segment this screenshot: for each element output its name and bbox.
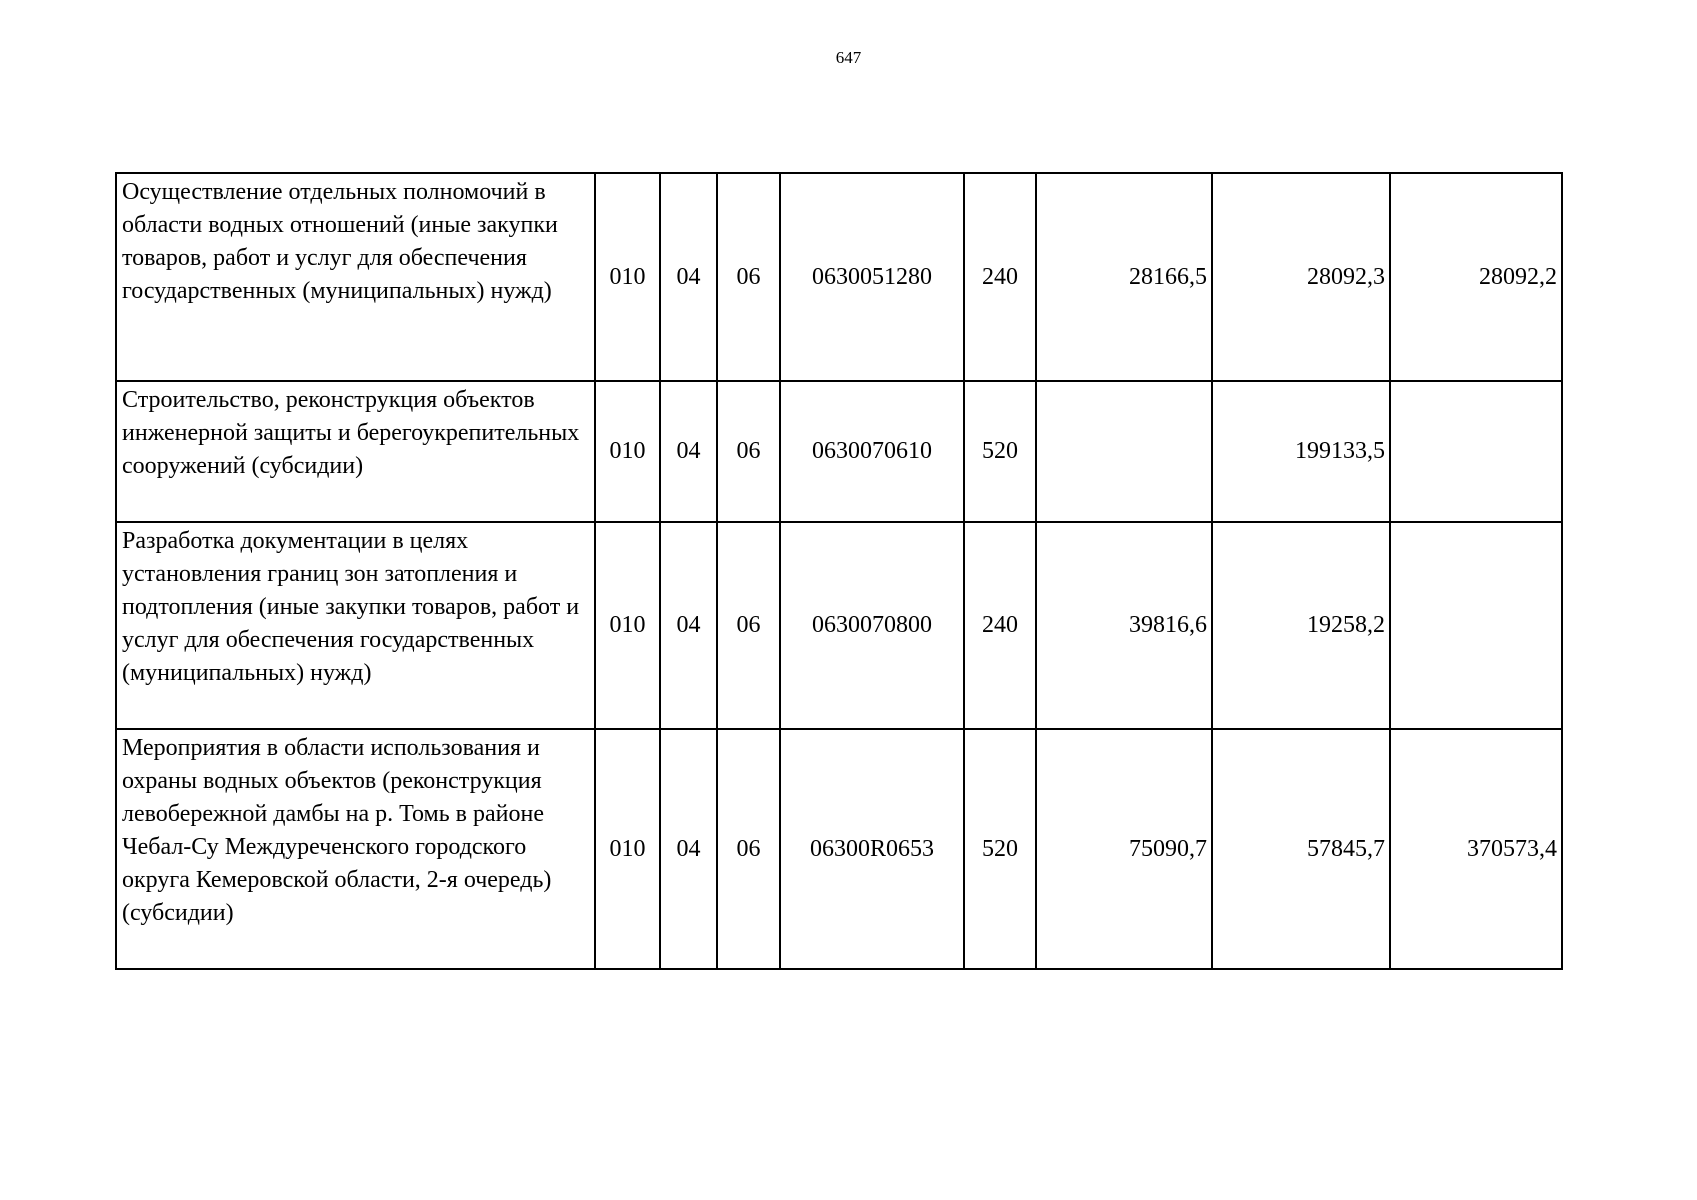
description-cell: Разработка документации в целях установления границ зон затопления и подтопления (иные закупки товаров, работ и услуг для обеспечения государственных (муниципальных) нужд) (116, 522, 595, 729)
subsection-code-cell: 06 (717, 173, 780, 381)
ministry-code-cell: 010 (595, 173, 660, 381)
section-code-cell: 04 (660, 729, 717, 969)
target-article-cell: 06300R0653 (780, 729, 964, 969)
amount-1-cell: 75090,7 (1036, 729, 1212, 969)
amount-3-cell: 28092,2 (1390, 173, 1562, 381)
subsection-code-cell: 06 (717, 729, 780, 969)
ministry-code-cell: 010 (595, 729, 660, 969)
table-row (116, 522, 1562, 729)
expense-type-cell: 520 (964, 729, 1036, 969)
section-code-cell: 04 (660, 522, 717, 729)
amount-1-cell: 39816,6 (1036, 522, 1212, 729)
ministry-code-cell: 010 (595, 381, 660, 522)
subsection-code-cell: 06 (717, 381, 780, 522)
section-code-cell: 04 (660, 381, 717, 522)
amount-3-cell (1390, 381, 1562, 522)
amount-2-cell: 57845,7 (1212, 729, 1390, 969)
budget-table (115, 172, 1563, 970)
table-row (116, 173, 1562, 381)
ministry-code-cell: 010 (595, 522, 660, 729)
amount-2-cell: 19258,2 (1212, 522, 1390, 729)
target-article-cell: 0630070800 (780, 522, 964, 729)
target-article-cell: 0630070610 (780, 381, 964, 522)
amount-3-cell (1390, 522, 1562, 729)
expense-type-cell: 240 (964, 522, 1036, 729)
amount-3-cell: 370573,4 (1390, 729, 1562, 969)
table-row (116, 381, 1562, 522)
amount-1-cell (1036, 381, 1212, 522)
amount-2-cell: 199133,5 (1212, 381, 1390, 522)
expense-type-cell: 240 (964, 173, 1036, 381)
amount-1-cell: 28166,5 (1036, 173, 1212, 381)
amount-2-cell: 28092,3 (1212, 173, 1390, 381)
description-cell: Осуществление отдельных полномочий в области водных отношений (иные закупки товаров, работ и услуг для обеспечения государственных (муниципальных) нужд) (116, 173, 595, 381)
target-article-cell: 0630051280 (780, 173, 964, 381)
page-number: 647 (835, 48, 862, 67)
section-code-cell: 04 (660, 173, 717, 381)
description-cell: Мероприятия в области использования и охраны водных объектов (реконструкция левобережной дамбы на р. Томь в районе Чебал-Су Междуреченского городского округа Кемеровской области, 2-я очередь) (субсидии) (116, 729, 595, 969)
subsection-code-cell: 06 (717, 522, 780, 729)
description-cell: Строительство, реконструкция объектов инженерной защиты и берегоукрепительных сооружений (субсидии) (116, 381, 595, 522)
table-row (116, 729, 1562, 969)
expense-type-cell: 520 (964, 381, 1036, 522)
